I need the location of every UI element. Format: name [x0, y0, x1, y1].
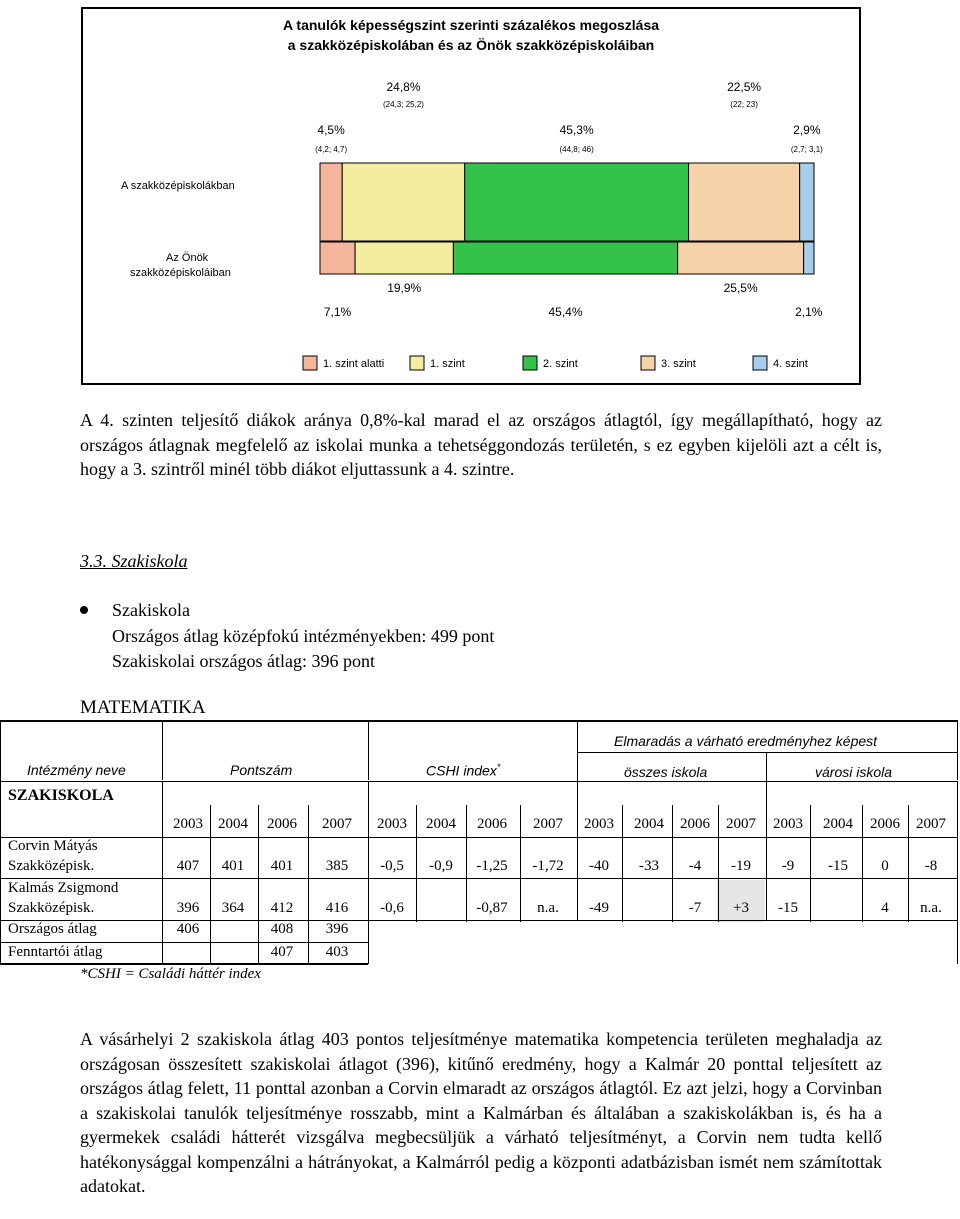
- paragraph-level4: A 4. szinten teljesítő diákok aránya 0,8%-kal marad el az országos átlagtól, így megállapítható, hogy az országos átlagnak megfelelő az iskolai munka a tehetséggondozás területén, s ez egyben kijelöli azt a célt is, hogy a 3. szintről minél több diákot eljuttassunk a 4. szintre.: [80, 410, 882, 479]
- year-header: 2003: [773, 816, 803, 832]
- value-label-national-level-3: 22,5%: [727, 80, 762, 94]
- ci-label-national-level-0: (4,2; 4,7): [315, 145, 348, 154]
- year-header: 2004: [426, 816, 456, 832]
- value-label-national-level-2: 45,3%: [559, 123, 594, 137]
- table-rule: [258, 805, 259, 965]
- table-rule: [368, 781, 369, 964]
- year-header: 2004: [823, 816, 853, 832]
- chart-title-line1: A tanulók képességszint szerinti százalékos megoszlása: [282, 17, 660, 33]
- bullet-line-1: Szakiskola: [112, 600, 190, 620]
- table-rule: [0, 781, 958, 782]
- table-cell: -0,87: [476, 900, 508, 916]
- legend-swatch-2: [523, 356, 537, 370]
- table-rule: [577, 752, 958, 753]
- year-header: 2006: [267, 816, 297, 832]
- table-rule: [368, 721, 369, 780]
- table-rule: [0, 837, 958, 838]
- bar-own-level-4: [804, 242, 814, 274]
- header-cshi: CSHI index*: [426, 762, 501, 779]
- table-rule: [416, 805, 417, 922]
- table-cell: -1,72: [532, 858, 564, 874]
- table-rule: [162, 781, 163, 964]
- value-label-own-level-3: 25,5%: [723, 281, 758, 295]
- row-label-own-2: szakközépiskoláiban: [130, 267, 231, 279]
- header-city-schools: városi iskola: [815, 764, 893, 780]
- table-cell: 0: [881, 858, 889, 874]
- value-label-own-level-2: 45,4%: [548, 305, 583, 319]
- header-cshi-star: *: [496, 762, 501, 772]
- bullet-line-2: Országos átlag középfokú intézményekben: 499 pont: [112, 625, 495, 646]
- table-rule: [957, 721, 958, 780]
- header-lag: Elmaradás a várható eredményhez képest: [614, 733, 878, 749]
- bar-national-level-3: [689, 163, 800, 241]
- value-label-national-level-1: 24,8%: [386, 80, 421, 94]
- legend-swatch-0: [303, 356, 317, 370]
- table-cell: -40: [589, 858, 609, 874]
- table-cell: 412: [270, 900, 294, 916]
- bullet-line-3: Szakiskolai országos átlag: 396 pont: [112, 651, 375, 671]
- table-cell: -33: [639, 858, 659, 874]
- legend-label-1: 1. szint: [430, 358, 465, 370]
- year-header: 2006: [680, 816, 710, 832]
- bar-national-level-4: [800, 163, 814, 241]
- table-rule: [0, 942, 368, 943]
- ci-label-national-level-4: (2,7; 3,1): [790, 145, 823, 154]
- table-rule: [162, 721, 163, 780]
- year-header: 2004: [634, 816, 664, 832]
- table-cell: 407: [270, 944, 294, 960]
- bar-own-level-0: [320, 242, 355, 274]
- legend-swatch-4: [753, 356, 767, 370]
- math-heading: MATEMATIKA: [80, 697, 206, 718]
- value-label-national-level-0: 4,5%: [317, 123, 345, 137]
- row-label-own-1: Az Önök: [166, 252, 209, 264]
- header-all-schools: összes iskola: [624, 764, 708, 780]
- legend-label-4: 4. szint: [773, 358, 808, 370]
- year-header: 2006: [477, 816, 507, 832]
- row-label-national: A szakközépiskolákban: [121, 180, 235, 192]
- value-label-own-level-0: 7,1%: [323, 305, 352, 319]
- year-header: 2006: [870, 816, 900, 832]
- bullet-block: [112, 598, 494, 675]
- value-label-own-level-1: 19,9%: [387, 281, 422, 295]
- table-cell: 396: [176, 900, 200, 916]
- table-rule: [308, 805, 309, 965]
- footnote: *CSHI = Családi háttér index: [80, 966, 261, 982]
- table-cell: 416: [325, 900, 349, 916]
- bar-national-level-2: [465, 163, 689, 241]
- bullet-icon: [80, 606, 88, 614]
- table-cell: 385: [325, 858, 349, 874]
- table-rule: [766, 781, 767, 921]
- table-cell: 401: [270, 858, 294, 874]
- institution-name: Kalmás Zsigmond: [8, 880, 119, 896]
- table-cell: -8: [924, 858, 938, 874]
- table-cell: -0,9: [429, 858, 453, 874]
- bar-own-level-3: [678, 242, 804, 274]
- table-cell: 396: [325, 921, 349, 937]
- table-cell: 4: [881, 900, 889, 916]
- table-cell: 407: [176, 858, 200, 874]
- value-label-own-level-4: 2,1%: [795, 305, 823, 319]
- table-cell: +3: [717, 880, 765, 922]
- table-cell: -19: [731, 858, 751, 874]
- table-cell: 401: [221, 858, 245, 874]
- table-cell: n.a.: [537, 900, 559, 916]
- bar-national-level-1: [342, 163, 465, 241]
- table-rule: [577, 781, 578, 921]
- ci-label-national-level-2: (44,8; 46): [559, 145, 594, 154]
- value-label-national-level-4: 2,9%: [793, 123, 821, 137]
- table-cell: 364: [221, 900, 245, 916]
- table-rule: [672, 805, 673, 922]
- ci-label-national-level-1: (24,3; 25,2): [383, 100, 424, 109]
- table-cell: -7: [688, 900, 702, 916]
- table-cell: -49: [589, 900, 609, 916]
- table-cell: n.a.: [920, 900, 942, 916]
- orszagos-label: Országos átlag: [8, 921, 97, 937]
- bar-own-level-1: [355, 242, 453, 274]
- legend-label-3: 3. szint: [661, 358, 696, 370]
- table-cell: -1,25: [476, 858, 508, 874]
- table-cell: -0,5: [380, 858, 404, 874]
- institution-name: Szakközépisk.: [8, 900, 95, 916]
- table-rule: [577, 721, 578, 781]
- header-institution: Intézmény neve: [27, 762, 126, 778]
- section-heading: [80, 551, 188, 572]
- stacked-bar-chart: [83, 9, 859, 383]
- section-heading-text: 3.3. Szakiskola: [80, 551, 188, 571]
- year-header: 2003: [173, 816, 203, 832]
- section-label: SZAKISKOLA: [8, 787, 114, 804]
- legend-swatch-3: [641, 356, 655, 370]
- legend-swatch-1: [410, 356, 424, 370]
- table-cell: 403: [325, 944, 349, 960]
- table-rule: [908, 805, 909, 922]
- institution-name: Corvin Mátyás: [8, 838, 98, 854]
- table-rule: [0, 878, 958, 879]
- legend-label-2: 2. szint: [543, 358, 578, 370]
- table-rule: [210, 805, 211, 965]
- chart-figure: [81, 7, 861, 385]
- table-cell: -15: [778, 900, 798, 916]
- table-cell: -0,6: [380, 900, 404, 916]
- table-cell: -15: [828, 858, 848, 874]
- year-header: 2007: [916, 816, 946, 832]
- table-rule: [957, 781, 958, 964]
- year-header: 2007: [322, 816, 352, 832]
- table-rule: [520, 805, 521, 922]
- fenntartoi-label: Fenntartói átlag: [8, 944, 103, 960]
- table-rule: [0, 963, 368, 965]
- institution-name: Szakközépisk.: [8, 858, 95, 874]
- bar-own-level-2: [453, 242, 677, 274]
- ci-label-national-level-3: (22; 23): [730, 100, 758, 109]
- table-rule: [0, 720, 958, 722]
- year-header: 2007: [726, 816, 756, 832]
- header-points: Pontszám: [230, 762, 293, 778]
- table-cell: 406: [176, 921, 200, 937]
- legend-label-0: 1. szint alatti: [323, 358, 385, 370]
- table-rule: [0, 720, 1, 965]
- year-header: 2004: [218, 816, 248, 832]
- table-rule: [862, 805, 863, 922]
- table-cell: 408: [270, 921, 294, 937]
- table-rule: [810, 805, 811, 922]
- table-rule: [0, 920, 958, 921]
- table-rule: [766, 753, 767, 782]
- table-cell: -9: [781, 858, 795, 874]
- table-rule: [622, 805, 623, 922]
- table-cell: -4: [688, 858, 702, 874]
- table-rule: [718, 805, 719, 922]
- bar-national-level-0: [320, 163, 342, 241]
- year-header: 2003: [584, 816, 614, 832]
- year-header: 2003: [377, 816, 407, 832]
- year-header: 2007: [533, 816, 563, 832]
- table-rule: [466, 805, 467, 922]
- paragraph-analysis: A vásárhelyi 2 szakiskola átlag 403 pontos teljesítménye matematika kompetencia területen meghaladja az országosan összesített szakiskolai átlagot (396), kitűnő eredmény, hogy a Kalmár 20 ponttal teljesített az országos átlag felett, 11 ponttal azonban a Corvin elmaradt az országos átlagtól. Ez azt jelzi, hogy a Corvinban a szakiskolai tanulók teljesítménye rosszabb, mint a Kalmárban és általában a szakiskolákban is, és ha a gyermekek családi hátterét vizsgálva megbecsüljük a várható teljesítményt, a Corvin nem tudta kellő hatékonysággal kompenzálni a hátrányokat, a Kalmárról pedig a központi adatbázisban ismét nem számítottak adatokat.: [80, 1029, 882, 1196]
- chart-title-line2: a szakközépiskolában és az Önök szakközépiskoláiban: [287, 37, 655, 53]
